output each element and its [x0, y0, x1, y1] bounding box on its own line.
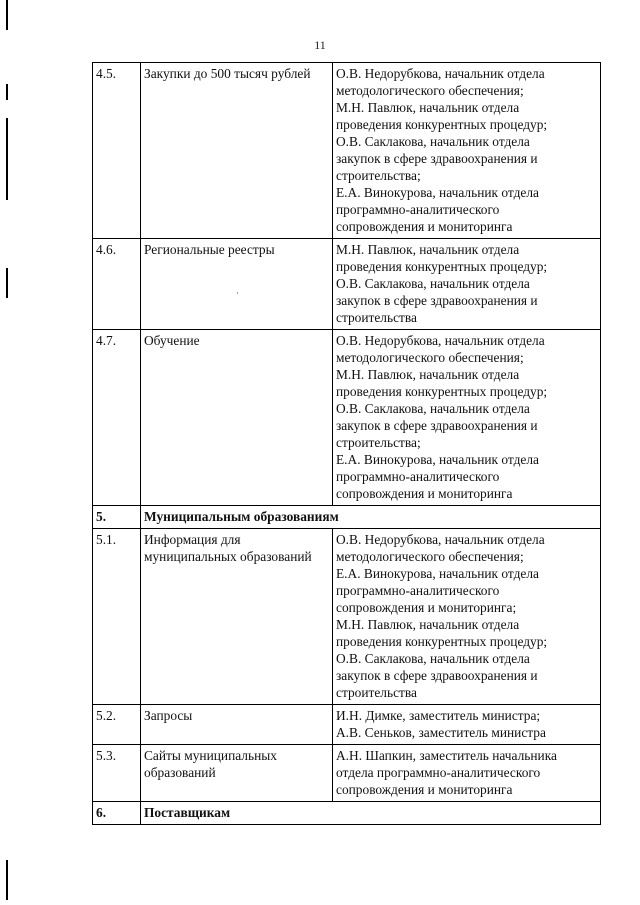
responsible-line: методологического обеспечения; [336, 549, 524, 564]
section-title: Муниципальным образованиям [141, 506, 601, 529]
responsible-line: проведения конкурентных процедур; [336, 634, 548, 649]
scan-mark [6, 118, 8, 200]
responsible-line: О.В. Саклакова, начальник отдела [336, 651, 530, 666]
scan-speck: · [236, 288, 239, 298]
responsible-line: проведения конкурентных процедур; [336, 117, 548, 132]
table-row [93, 745, 601, 802]
responsible-line: Е.А. Винокурова, начальник отдела [336, 566, 539, 581]
table-row [93, 330, 601, 506]
scan-mark [6, 268, 8, 298]
responsible-line: проведения конкурентных процедур; [336, 259, 548, 274]
responsible-line: методологического обеспечения; [336, 83, 524, 98]
responsible-line: О.В. Недорубкова, начальник отдела [336, 333, 545, 348]
scan-mark [6, 0, 8, 30]
responsible-line: М.Н. Павлюк, начальник отдела [336, 367, 520, 382]
responsibility-table [92, 62, 601, 825]
row-responsible [333, 63, 601, 239]
row-responsible [333, 529, 601, 705]
responsible-line: строительства [336, 685, 417, 700]
responsible-line: О.В. Саклакова, начальник отдела [336, 134, 530, 149]
row-responsible [333, 705, 601, 745]
table-row [93, 705, 601, 745]
row-number: 5. [93, 506, 141, 529]
responsible-line: О.В. Саклакова, начальник отдела [336, 401, 530, 416]
row-subject: Закупки до 500 тысяч рублей [141, 63, 333, 239]
responsible-line: методологического обеспечения; [336, 350, 524, 365]
responsible-line: программно-аналитического [336, 583, 500, 598]
table-row [93, 63, 601, 239]
responsible-line: О.В. Недорубкова, начальник отдела [336, 532, 545, 547]
responsible-line: О.В. Недорубкова, начальник отдела [336, 66, 545, 81]
table-row [93, 239, 601, 330]
responsible-line: строительства [336, 310, 417, 325]
responsible-line: М.Н. Павлюк, начальник отдела [336, 617, 520, 632]
section-title: Поставщикам [141, 802, 601, 825]
row-number: 5.3. [93, 745, 141, 802]
responsible-line: М.Н. Павлюк, начальник отдела [336, 242, 520, 257]
section-row [93, 802, 601, 825]
row-number: 6. [93, 802, 141, 825]
table-row [93, 529, 601, 705]
row-responsible [333, 745, 601, 802]
responsible-line: А.Н. Шапкин, заместитель начальника [336, 748, 557, 763]
responsible-line: Е.А. Винокурова, начальник отдела [336, 185, 539, 200]
table-body [93, 63, 601, 825]
responsible-line: сопровождения и мониторинга [336, 782, 513, 797]
section-row [93, 506, 601, 529]
row-subject: Региональные реестры [141, 239, 333, 330]
responsible-line: проведения конкурентных процедур; [336, 384, 548, 399]
responsible-line: строительства; [336, 168, 421, 183]
page-number: 11 [314, 38, 326, 52]
row-responsible [333, 239, 601, 330]
scan-mark [6, 860, 8, 900]
responsible-line: М.Н. Павлюк, начальник отдела [336, 100, 520, 115]
responsible-line: О.В. Саклакова, начальник отдела [336, 276, 530, 291]
row-subject: Информация для муниципальных образований [141, 529, 333, 705]
responsible-line: сопровождения и мониторинга [336, 219, 513, 234]
row-subject: Сайты муниципальных образований [141, 745, 333, 802]
row-number: 5.1. [93, 529, 141, 705]
responsible-line: И.Н. Димке, заместитель министра; [336, 708, 541, 723]
row-number: 4.7. [93, 330, 141, 506]
responsible-line: закупок в сфере здравоохранения и [336, 668, 538, 683]
scan-mark [6, 84, 8, 100]
responsible-line: закупок в сфере здравоохранения и [336, 293, 538, 308]
responsible-line: программно-аналитического [336, 202, 500, 217]
row-subject: Запросы [141, 705, 333, 745]
responsible-line: сопровождения и мониторинга; [336, 600, 517, 615]
row-responsible [333, 330, 601, 506]
responsible-line: отдела программно-аналитического [336, 765, 541, 780]
responsible-line: А.В. Сеньков, заместитель министра [336, 725, 546, 740]
responsible-line: закупок в сфере здравоохранения и [336, 151, 538, 166]
row-number: 4.5. [93, 63, 141, 239]
row-number: 5.2. [93, 705, 141, 745]
responsible-line: закупок в сфере здравоохранения и [336, 418, 538, 433]
responsible-line: Е.А. Винокурова, начальник отдела [336, 452, 539, 467]
responsible-line: сопровождения и мониторинга [336, 486, 513, 501]
responsible-line: строительства; [336, 435, 421, 450]
responsible-line: программно-аналитического [336, 469, 500, 484]
row-subject: Обучение [141, 330, 333, 506]
row-number: 4.6. [93, 239, 141, 330]
